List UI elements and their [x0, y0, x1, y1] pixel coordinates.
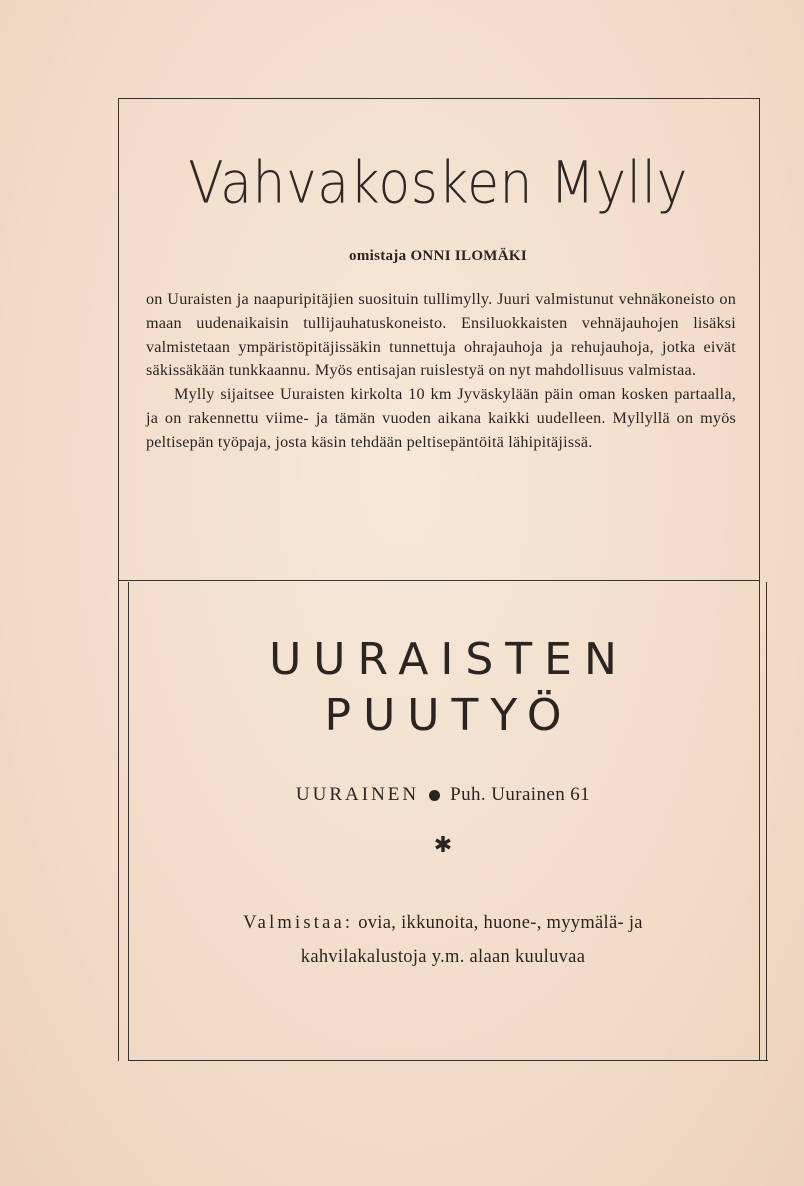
company-name-line-1: UURAISTEN: [269, 634, 629, 685]
products-line-1: [128, 906, 758, 940]
company-products: [128, 906, 758, 974]
company-name-line-2: PUUTYÖ: [324, 690, 574, 741]
mill-paragraph-1: on Uuraisten ja naapuripitäjien suosituin tullimylly. Juuri valmistunut vehnäkoneisto on maan uudenaikaisin tullijauhatuskoneisto. Ensiluokkaisten vehnäjauhojen lisäksi valmistetaan ympäristöpitäjissäkin tunnettuja ohrajauhoja ja rehujauhoja, jotka eivät säkissäkään tunkkaannu. Myös entisajan ruislestyä on nyt mahdollisuus valmistaa.: [146, 290, 736, 380]
frame-bottom: [128, 1060, 768, 1061]
company-name: [128, 632, 758, 744]
products-line-2: kahvilakalustoja y.m. alaan kuuluvaa: [300, 947, 586, 967]
products-label: Valmistaa:: [243, 913, 354, 933]
inner-frame-right: [766, 582, 767, 1060]
company-place: UURAINEN: [295, 784, 420, 805]
mill-paragraph-2: Mylly sijaitsee Uuraisten kirkolta 10 km Jyväskylään päin oman kosken partaalla, ja on rakennettu viime- ja tämän vuoden aikana kaikki uudelleen. Myllyllä on myös peltisepän työpaja, josta käsin tehdään peltisepäntöitä lähipitäjissä.: [146, 385, 736, 451]
star-ornament-icon: ✱: [433, 832, 453, 857]
products-text-1: ovia, ikkunoita, huone-, myymälä- ja: [358, 913, 643, 933]
mill-title: Vahvakosken Mylly: [188, 150, 688, 218]
bullet-dot-icon: [429, 790, 440, 801]
company-contact: [128, 784, 758, 806]
mill-owner: omistaja ONNI ILOMÄKI: [349, 248, 527, 264]
section-divider: [118, 580, 760, 581]
mill-description: [146, 288, 736, 455]
company-phone: Puh. Uurainen 61: [450, 784, 591, 805]
